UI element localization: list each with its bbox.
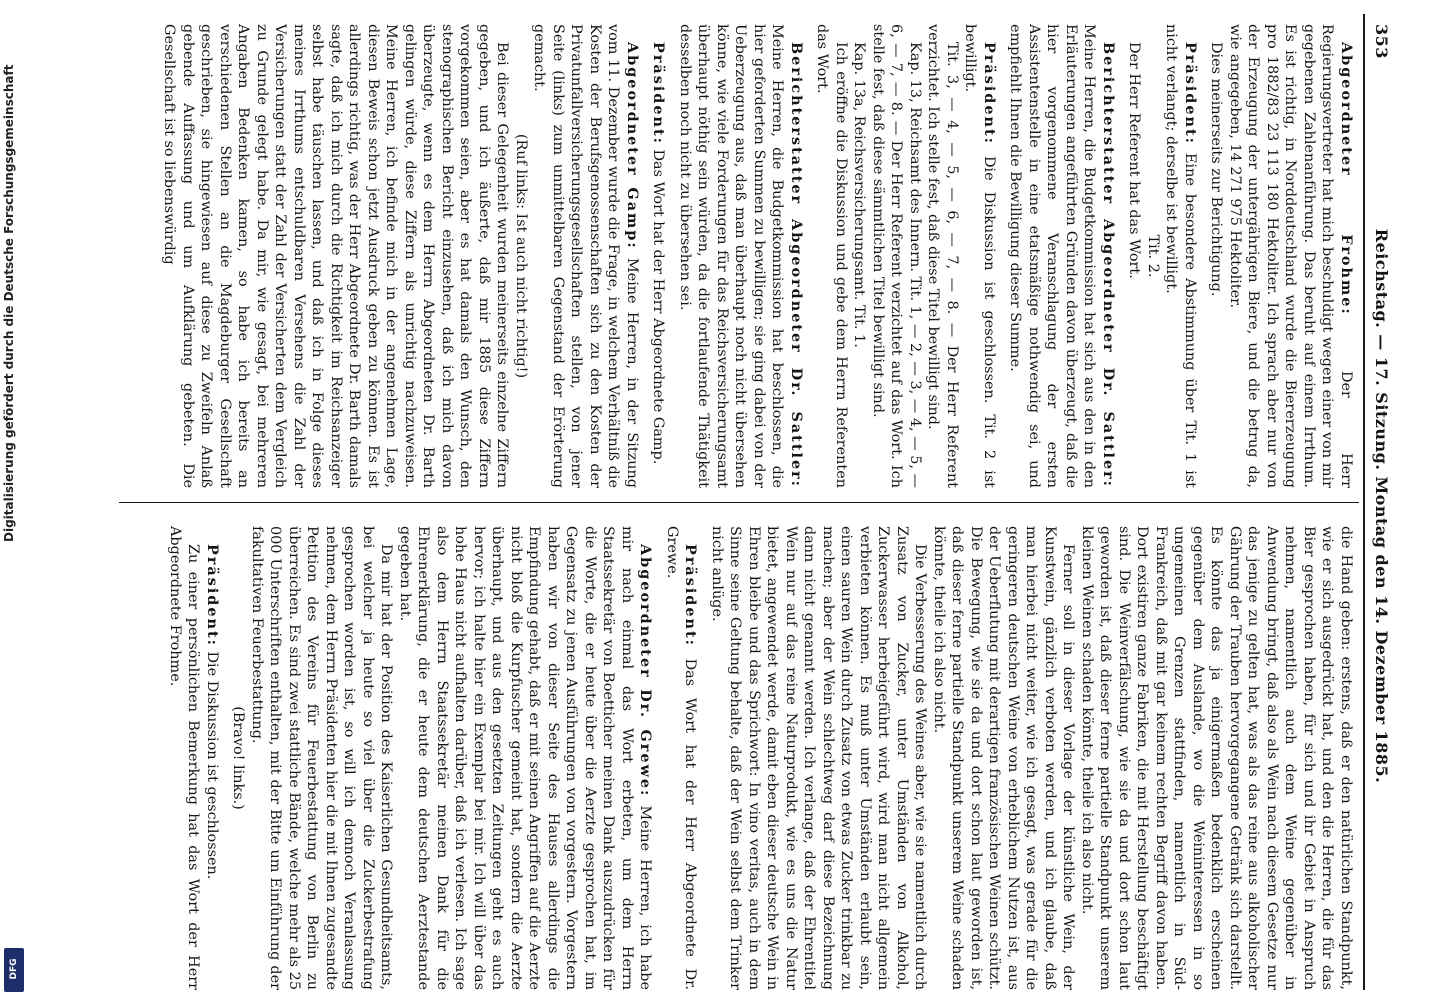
session-title: Reichstag. — 17. Sitzung. Montag den 14. Dezember 1885. [1372,228,1391,784]
paragraph: Bei dieser Gelegenheit wurden meinerseits einzelne Ziffern gegeben, und ich äußerte, daß mir 1885 diese Ziffern vorgekommen seien, aber es hat damals den Wunsch, den stenographischen Bericht einzusehen, daß ich mich davon überzeugte, wenn es dem Herrn Abgeordneten Dr. Barth gelingen würde, diese Ziffern als unrichtig nachzuweisen. Meine Herren, ich befinde mich in der angenehmen Lage, diesen Beweis schon jetzt Ausdruck geben zu können. Es ist allerdings richtig, was der Herr Abgeordnete Dr. Barth damals sagte, daß ich mich durch die Richtigkeit im Reichsanzeiger selbst habe täuschen lassen, und daß ich in Folge dieses meines Irrthums entschuldbaren Versehens die Zahl der Versicherungen statt der Zahl der Versicherten dem Vergleich zu Grunde gelegt habe. Da mir, wie gesagt, bei mehreren Angaben Bedenken kamen, so habe ich bereits an verschiedenen Stellen an die Magdeburger Gesellschaft geschrieben, sie hingewiesen auf diese zu Zweifeln Anlaß gebende Auffassung und um Aufklärung gebeten. Die Gesellschaft ist so liebenswürdig [161,24,511,488]
paragraph [649,24,668,488]
speech-text: Meine Herren, ich habe mir nach einmal das Wort erbeten, um dem Herrn Staatssekretär von Boetticher meinen Dank auszudrücken für die Worte, die er heute über die Aerzte gesprochen hat, im Gegensatz zu jenen Ausführungen von vorgestern. Vorgestern haben wir von dieser Seite des Hauses allerdings die Empfindung gehabt, daß er mit seinen Angriffen auf die Aerzte nicht bloß die Kurpfuscher gemeint hat, sondern die Aerzte überhaupt, und aus den gesetzten Zeitungen geht es auch hervor; ich halte hier ein Exemplar bei mir. Ich will über das hohe Haus nicht aufhalten darüber, daß ich verlesen. Ich sage also dem Herrn Staatssekretär meinen Dank für die Ehrenerklärung, die er heute dem deutschen Aerztestande gegeben hat. [397,526,654,990]
paragraph: Tit. 2. [1145,234,1161,278]
paragraph [203,526,222,990]
speech-text: Das Wort hat der Herr Abgeordnete Dr. Grewe. [664,526,699,990]
paragraph [676,24,806,488]
page-number: 353 [1372,24,1391,59]
speaker-label: Abgeordneter Frohme: [1338,42,1355,316]
speaker-label: Präsident: [981,42,998,145]
speech-text: Meine Herren, die Budgetkommission hat sich aus den in den Erläuterungen angeführten Gründen davon überzeugt, daß die hier vorgenommene Veranschlagung der ersten Assistentenstelle in eine etatsmäßige nothwendig sei, und empfiehlt Ihnen die Bewilligung dieser Summe. [1007,24,1098,488]
interjection: (Ruf links: Ist auch nicht richtig!) [513,133,529,379]
header-rule [1363,14,1365,990]
paragraph [1226,24,1356,488]
paragraph [530,24,641,488]
paragraph: die Hand geben: erstens, daß er den natürlichen Standpunkt, wie er sich ausgedrückt hat, und den die Herren, die für das Bier gesprochen haben, für sich und ihr Gebiet in Anspruch nehmen, namentlich auch dem Weine gegenüber in Anwendung bringt, daß also als Wein nach diesem Gesetze nur das jenige zu gelten hat, was als das reine aus alkoholischer Gährung der Trauben hervorgegangene Getränk sich darstellt. Es könnte das ja einigermaßen bedenklich erscheinen gegenüber dem Auslande, wo die Weininteressen in so ungemeinen Grenzen stattfinden, namentlich in Süd-Frankreich, daß mit gar keinem rechten Begriff davon haben. Dort existiren ganze Fabriken, die mit Herstellung beschäftigt sind. Die Weinverfälschung, wie sie da und dort schon laut geworden ist, daß dieser ferne partielle Standpunkt unserem kleinen Weinen schaden könnte, theile ich also nicht. [1079,526,1354,990]
speech-text: Das Wort hat der Herr Abgeordnete Gamp. [650,149,667,465]
speaker-label: Abgeordneter Dr. Grewe: [637,544,655,798]
paragraph: Zu einer persönlichen Bemerkung hat das Wort der Herr Abgeordnete Frohme. [167,526,202,990]
paragraph [396,526,655,990]
paragraph [1006,24,1117,488]
paragraph: Kap. 13a, Reichsversicherungsamt. Tit. 1. [851,42,868,348]
paragraph: Ich eröffne die Diskussion und gebe dem Herrn Referenten das Wort. [814,24,849,488]
paragraph [1162,24,1199,488]
speech-text: Der Herr Regierungsvertreter hat mich beschuldigt wegen einer von mir gegebenen Zahlenanführung. Das beruht auf einem Irrthum. Es ist richtig, in Norddeutschland wurde die Biererzeugung pro 1882/83 23 113 180 Hektoliter. Ich sprach aber nur von der Erzeugung der untergährigen Biere, und die betrug da, wie angegeben, 14 271 975 Hektoliter. [1227,24,1354,488]
speaker-label: Präsident: [204,544,221,647]
rotated-document-page [105,10,1395,994]
paragraph [663,526,700,990]
speech-text: Meine Herren, in der Sitzung vom 11. Dezember wurde die Frage, in welchem Verhältniß die Kosten der Berufsgenossenschaften sich zu den Kosten der Privatunfallversicherungsgesellschaften stellen, von jener Seite (links) zum unmittelbaren Gegenstand der Erörterung gemacht. [531,24,640,488]
paragraph: Da mir hat der Position des Kaiserlichen Gesundheitsamts, bei welcher ja heute so viel über die Zuckerbestrafung gesprochen worden ist, so will ich dennoch Veranlassung nehmen, dem Herrn Präsidenten hier die mit Ihnen zugesandte Petition des Vereins für Feuerbestattung von Berlin zu überreichen. Es sind zwei stattliche Bände, welche mehr als 25 000 Unterschriften enthalten, mit der Bitte um Einführung der fakultativen Feuerbestattung. [249,526,395,990]
digitization-credit: Digitalisierung gefördert durch die Deutsche Forschungsgemeinschaft [2,64,16,542]
speech-text: Eine besondere Abstimmung über Tit. 1 ist nicht verlangt; derselbe ist bewilligt. [1163,24,1198,488]
speaker-label: Berichterstatter Abgeordneter Dr. Sattler: [1100,42,1117,488]
paragraph: Tit. 3, — 4, — 5, — 6, — 7, — 8. — Der Herr Referent verzichtet. Ich stelle fest, daß diese Titel bewilligt sind. [925,24,960,488]
speaker-label: Abgeordneter Gamp: [624,42,641,250]
left-column [160,24,1355,488]
speaker-label: Präsident: [682,544,700,647]
speaker-label: Berichterstatter Abgeordneter Dr. Sattler: [788,42,805,488]
speech-text: Meine Herren, die Budgetkommission hat beschlossen, die hier geforderten Summen zu bewilligen; sie ging dabei von der Ueberzeugung aus, daß man überhaupt noch nicht übersehen könne, wie viele Forderungen für das Reichsversicherungsamt überhaupt nöthig sein würden, da die fortlaufende Thätigkeit desselben noch nicht zu übersehen sei. [677,24,786,488]
dfg-logo-text: DFG [9,958,19,980]
paragraph: Ferner soll in dieser Vorlage der künstliche Wein, der Kunstwein, gänzlich verboten werden, und ich glaube, daß man hierbei nicht weiter, wie ich gesagt, was gerade für die geringeren deutschen Weine von erheblichem Nutzen ist, aus der Ueberflutung mit derartigen französischen Weinen schützt. Die Bewegung, wie sie da und dort schon laut geworden ist, daß dieser ferne partielle Standpunkt unserem Weine schaden könnte, theile ich also nicht. [931,526,1077,990]
speech-text: Die Diskussion ist geschlossen. [204,651,220,880]
speaker-label: Präsident: [1182,42,1199,145]
running-head [1369,24,1391,988]
column-divider [119,502,1359,503]
paragraph: Kap. 13, Reichsamt des Innern. Tit. 1, — 2, — 3, — 4, — 5, — 6, — 7, — 8. — Der Herr Referent verzichtet auf das Wort. Ich stelle fest, daß diese sämmtlichen Titel bewilligt sind. [870,24,923,488]
paragraph: Die Verbesserung des Weines aber, wie sie namentlich durch Zusatz von Zucker, unter Umständen von Alkohol, Zuckerwasser herbeigeführt wird, wird man nicht allgemein verbieten können. Es muß unter Umständen erlaubt sein, einen sauren Wein durch Zusatz von etwas Zucker trinkbar zu machen; aber der Wein schlechtweg darf diese Bezeichnung dann nicht genannt werden. Ich verlange, daß der Ehrentitel Wein nur auf das reine Naturprodukt, wie es uns die Natur bietet, angewendet werde, damit eben dieser deutsche Wein in Ehren bleibe und das Sprichwort: In vino veritas, auch in dem Sinne seine Geltung behalte, daß der Wein selbst dem Trinker nicht anlüge. [709,526,929,990]
paragraph: Der Herr Referent hat das Wort. [1126,42,1143,279]
paragraph: Dies meinerseits zur Berichtigung. [1208,42,1225,297]
speech-text: Die Diskussion ist geschlossen. Tit. 2 ist bewilligt. [962,24,997,489]
dfg-logo [4,948,24,992]
right-column [166,526,1356,990]
paragraph [961,24,998,488]
speaker-label: Präsident: [650,42,668,145]
interjection: (Bravo! links.) [230,706,247,810]
